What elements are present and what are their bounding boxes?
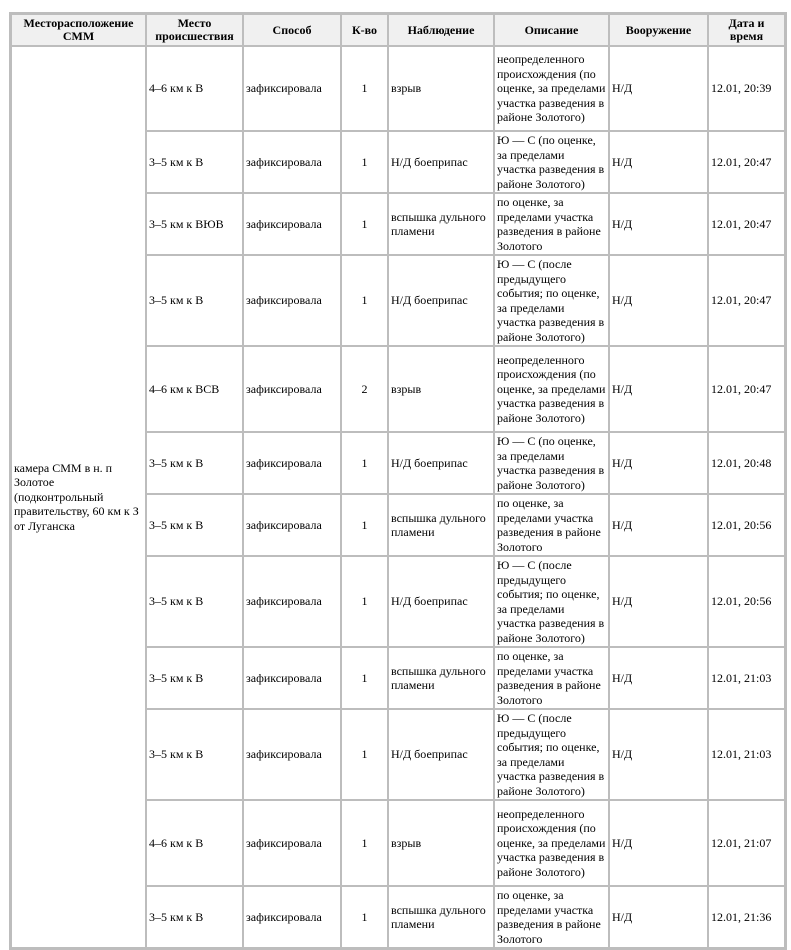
description-cell: по оценке, за пределами участка разведения в районе Золотого xyxy=(494,647,609,709)
datetime-cell: 12.01, 20:47 xyxy=(708,131,785,193)
method-cell: зафиксировала xyxy=(243,432,341,494)
datetime-cell: 12.01, 20:47 xyxy=(708,193,785,255)
observation-cell: Н/Д боеприпас xyxy=(388,255,494,346)
weapon-cell: Н/Д xyxy=(609,647,708,709)
weapon-cell: Н/Д xyxy=(609,131,708,193)
table-body xyxy=(11,46,785,948)
description-cell: Ю — С (по оценке, за пределами участка разведения в районе Золотого) xyxy=(494,131,609,193)
observation-cell: вспышка дульного пламени xyxy=(388,494,494,556)
description-cell: по оценке, за пределами участка разведения в районе Золотого xyxy=(494,886,609,948)
ceasefire-violations-table xyxy=(9,12,787,950)
weapon-cell: Н/Д xyxy=(609,800,708,886)
description-cell: Ю — С (после предыдущего события; по оценке, за пределами участка разведения в районе Золотого) xyxy=(494,255,609,346)
incident-place-cell: 3–5 км к В xyxy=(146,255,243,346)
table-row xyxy=(11,46,785,131)
weapon-cell: Н/Д xyxy=(609,46,708,131)
method-cell: зафиксировала xyxy=(243,193,341,255)
quantity-cell: 1 xyxy=(341,255,388,346)
datetime-cell: 12.01, 20:39 xyxy=(708,46,785,131)
observation-cell: взрыв xyxy=(388,46,494,131)
weapon-cell: Н/Д xyxy=(609,255,708,346)
method-cell: зафиксировала xyxy=(243,800,341,886)
observation-cell: вспышка дульного пламени xyxy=(388,193,494,255)
description-cell: Ю — С (после предыдущего события; по оценке, за пределами участка разведения в районе Золотого) xyxy=(494,709,609,800)
datetime-cell: 12.01, 20:56 xyxy=(708,556,785,647)
weapon-cell: Н/Д xyxy=(609,432,708,494)
quantity-cell: 1 xyxy=(341,494,388,556)
datetime-cell: 12.01, 21:36 xyxy=(708,886,785,948)
incident-place-cell: 3–5 км к В xyxy=(146,709,243,800)
header-smm-location: Месторасположение СММ xyxy=(11,14,146,46)
quantity-cell: 1 xyxy=(341,556,388,647)
datetime-cell: 12.01, 20:48 xyxy=(708,432,785,494)
quantity-cell: 1 xyxy=(341,131,388,193)
quantity-cell: 1 xyxy=(341,432,388,494)
quantity-cell: 2 xyxy=(341,346,388,432)
method-cell: зафиксировала xyxy=(243,494,341,556)
observation-cell: Н/Д боеприпас xyxy=(388,432,494,494)
description-cell: по оценке, за пределами участка разведения в районе Золотого xyxy=(494,193,609,255)
datetime-cell: 12.01, 20:47 xyxy=(708,255,785,346)
smm-location-cell: камера СММ в н. п Золотое (подконтрольный правительству, 60 км к З от Луганска xyxy=(11,46,146,948)
description-cell: Ю — С (после предыдущего события; по оценке, за пределами участка разведения в районе Золотого) xyxy=(494,556,609,647)
incident-place-cell: 3–5 км к В xyxy=(146,556,243,647)
table-header-row xyxy=(11,14,785,46)
method-cell: зафиксировала xyxy=(243,709,341,800)
header-incident-place: Место происшествия xyxy=(146,14,243,46)
incident-place-cell: 3–5 км к В xyxy=(146,432,243,494)
incident-place-cell: 4–6 км к В xyxy=(146,800,243,886)
description-cell: неопределенного происхождения (по оценке, за пределами участка разведения в районе Золотого) xyxy=(494,800,609,886)
weapon-cell: Н/Д xyxy=(609,346,708,432)
weapon-cell: Н/Д xyxy=(609,886,708,948)
incident-place-cell: 3–5 км к В xyxy=(146,131,243,193)
datetime-cell: 12.01, 21:03 xyxy=(708,709,785,800)
incident-place-cell: 4–6 км к В xyxy=(146,46,243,131)
datetime-cell: 12.01, 21:03 xyxy=(708,647,785,709)
method-cell: зафиксировала xyxy=(243,131,341,193)
header-description: Описание xyxy=(494,14,609,46)
weapon-cell: Н/Д xyxy=(609,494,708,556)
description-cell: Ю — С (по оценке, за пределами участка разведения в районе Золотого) xyxy=(494,432,609,494)
header-quantity: К-во xyxy=(341,14,388,46)
observation-cell: вспышка дульного пламени xyxy=(388,886,494,948)
weapon-cell: Н/Д xyxy=(609,709,708,800)
incident-place-cell: 3–5 км к ВЮВ xyxy=(146,193,243,255)
observation-cell: взрыв xyxy=(388,346,494,432)
observation-cell: взрыв xyxy=(388,800,494,886)
quantity-cell: 1 xyxy=(341,647,388,709)
incident-place-cell: 4–6 км к ВСВ xyxy=(146,346,243,432)
quantity-cell: 1 xyxy=(341,709,388,800)
datetime-cell: 12.01, 20:56 xyxy=(708,494,785,556)
quantity-cell: 1 xyxy=(341,193,388,255)
header-weapon: Вооружение xyxy=(609,14,708,46)
observation-cell: Н/Д боеприпас xyxy=(388,556,494,647)
incident-place-cell: 3–5 км к В xyxy=(146,494,243,556)
incident-place-cell: 3–5 км к В xyxy=(146,886,243,948)
method-cell: зафиксировала xyxy=(243,46,341,131)
quantity-cell: 1 xyxy=(341,46,388,131)
header-observation: Наблюдение xyxy=(388,14,494,46)
quantity-cell: 1 xyxy=(341,886,388,948)
description-cell: неопределенного происхождения (по оценке, за пределами участка разведения в районе Золотого) xyxy=(494,46,609,131)
method-cell: зафиксировала xyxy=(243,346,341,432)
weapon-cell: Н/Д xyxy=(609,556,708,647)
datetime-cell: 12.01, 21:07 xyxy=(708,800,785,886)
description-cell: по оценке, за пределами участка разведения в районе Золотого xyxy=(494,494,609,556)
incident-place-cell: 3–5 км к В xyxy=(146,647,243,709)
observation-cell: Н/Д боеприпас xyxy=(388,709,494,800)
method-cell: зафиксировала xyxy=(243,255,341,346)
datetime-cell: 12.01, 20:47 xyxy=(708,346,785,432)
observation-cell: Н/Д боеприпас xyxy=(388,131,494,193)
method-cell: зафиксировала xyxy=(243,886,341,948)
observation-cell: вспышка дульного пламени xyxy=(388,647,494,709)
method-cell: зафиксировала xyxy=(243,556,341,647)
method-cell: зафиксировала xyxy=(243,647,341,709)
description-cell: неопределенного происхождения (по оценке, за пределами участка разведения в районе Золотого) xyxy=(494,346,609,432)
quantity-cell: 1 xyxy=(341,800,388,886)
header-datetime: Дата и время xyxy=(708,14,785,46)
weapon-cell: Н/Д xyxy=(609,193,708,255)
header-method: Способ xyxy=(243,14,341,46)
